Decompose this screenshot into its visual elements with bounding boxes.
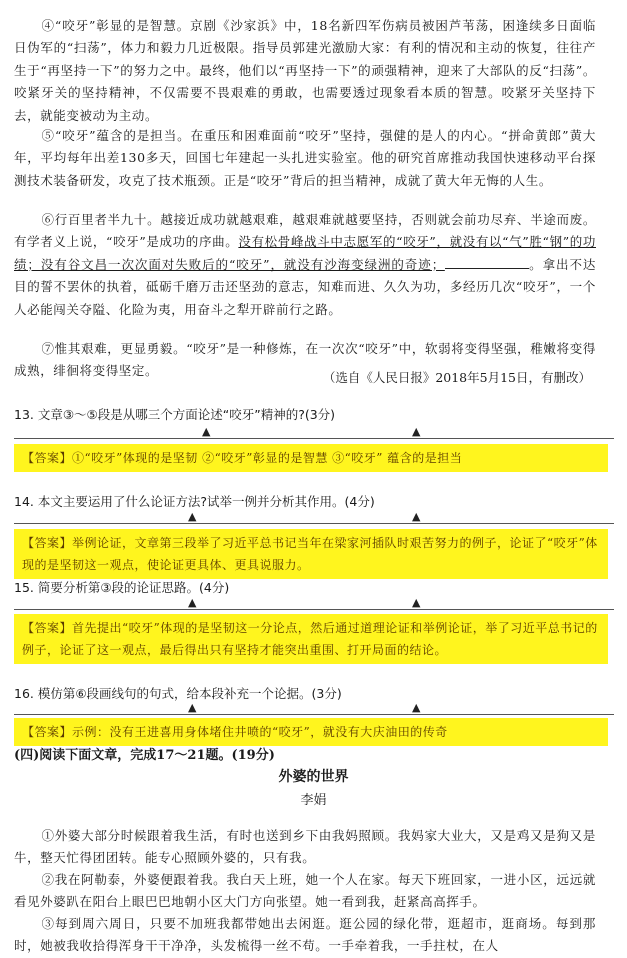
separator (14, 510, 614, 525)
triangle-marker-icon: ▲ (188, 510, 197, 523)
triangle-marker-icon: ▲ (412, 596, 421, 609)
triangle-marker-icon: ▲ (412, 510, 421, 523)
paragraph-5: ⑤“咬牙”蕴含的是担当。在重压和困难面前“咬牙”坚持，强健的是人的内心。“拼命黄郎”黄大年，平均每年出差130多天，回国七年建起一头扎进实验室。他的研究首席推动我国快速移动平台探测技术装备研发，攻克了技术瓶颈。正是“咬牙”背后的担当精神，成就了黄大年无悔的人生。 (14, 127, 596, 188)
question-14: 14. 本文主要运用了什么论证方法?试举一例并分析其作用。(4分) (14, 494, 375, 509)
answer-15: 【答案】首先提出“咬牙”体现的是坚韧这一分论点，然后通过道理论证和举例论证，举了习近平总书记的例子，论证了这一观点，最后得出只有坚持才能突出重围、打开局面的结论。 (14, 614, 608, 664)
triangle-marker-icon: ▲ (188, 701, 197, 714)
question-15: 15. 简要分析第③段的论证思路。(4分) (14, 580, 230, 595)
triangle-marker-icon: ▲ (412, 425, 421, 438)
triangle-marker-icon: ▲ (188, 596, 197, 609)
paragraph-6-intro: ⑥行百里者半九十。越接近成功就越艰难，越艰难就越要坚持，否则就会前功尽弃、半途而废。有学者义上说，“咬牙”是成功的序曲。 (14, 211, 596, 249)
paragraph-6-underlined: 没有松骨峰战斗中志愿军的“咬牙”，就没有以“气”胜“钢”的功绩；没有谷文昌一次次面对失败后的“咬牙”，就没有沙海变绿洲的奇迹； (14, 234, 596, 272)
paragraph-6 (14, 209, 596, 322)
article-title: 外婆的世界 (278, 769, 349, 785)
article-author: 李娟 (300, 793, 327, 808)
question-16: 16. 模仿第⑥段画线句的句式，给本段补充一个论据。(3分) (14, 686, 342, 701)
separator (14, 425, 614, 440)
paragraph-6-tail: 。拿出不达目的誓不罢休的执着，砥砺千磨万击还坚劲的意志，知难而进、久久为功，多经历几次“咬牙”，一个人必能闯关夺隘、化险为夷，用奋斗之犁开辟前行之路。 (14, 256, 596, 317)
fill-blank (445, 256, 529, 269)
article-paragraph-2: ②我在阿勒泰，外婆便跟着我。我白天上班，她一个人在家。每天下班回家，一进小区，远远就看见外婆趴在阳台上眼巴巴地朝小区大门方向张望。她一看到我，赶紧高高挥手。 (14, 871, 596, 909)
separator (14, 701, 614, 716)
answer-16: 【答案】示例：没有王进喜用身体堵住井喷的“咬牙”，就没有大庆油田的传奇 (14, 718, 608, 746)
paragraph-4: ④“咬牙”彰显的是智慧。京剧《沙家浜》中，18名新四军伤病员被困芦苇荡，困逢续多日面临日伪军的“扫荡”，体力和毅力几近极限。指导员郭建光激励大家：有利的情况和主动的恢复，往往产生于“再坚持一下”的努力之中。最终，他们以“再坚持一下”的顽强精神，迎来了大部队的反“扫荡”。咬紧牙关的坚持精神，不仅需要不畏艰难的勇敢，也需要透过现象看本质的智慧。咬紧牙关坚持下去，就能变被动为主动。 (14, 17, 596, 123)
article-paragraph-3: ③每到周六周日，只要不加班我都带她出去闲逛。逛公园的绿化带，逛超市，逛商场。每到那时，她被我收拾得浑身干干净净，头发梳得一丝不苟。一手牵着我，一手拄杖，在人 (14, 915, 596, 953)
question-13: 13. 文章③～⑤段是从哪三个方面论述“咬牙”精神的?(3分) (14, 407, 336, 422)
article-paragraph-1: ①外婆大部分时候跟着我生活，有时也送到乡下由我妈照顾。我妈家大业大，又是鸡又是狗又是牛，整天忙得团团转。能专心照顾外婆的，只有我。 (14, 827, 596, 865)
paragraph-7: ⑦惟其艰难，更显勇毅。“咬牙”是一种修炼，在一次次“咬牙”中，软弱将变得坚强，稚嫩将变得成熟，绯徊将变得坚定。 (14, 340, 596, 378)
separator (14, 596, 614, 611)
triangle-marker-icon: ▲ (412, 701, 421, 714)
section-heading: (四)阅读下面文章，完成17～21题。(19分) (14, 748, 275, 763)
source-citation: （选自《人民日报》2018年5月15日，有删改） (322, 370, 591, 385)
answer-14: 【答案】举例论证，文章第三段举了习近平总书记当年在梁家河插队时艰苦努力的例子，论证了“咬牙”体现的是坚韧这一观点，使论证更具体、更具说服力。 (14, 529, 608, 579)
triangle-marker-icon: ▲ (202, 425, 211, 438)
answer-13: 【答案】①“咬牙”体现的是坚韧 ②“咬牙”彰显的是智慧 ③“咬牙” 蕴含的是担当 (14, 444, 608, 472)
